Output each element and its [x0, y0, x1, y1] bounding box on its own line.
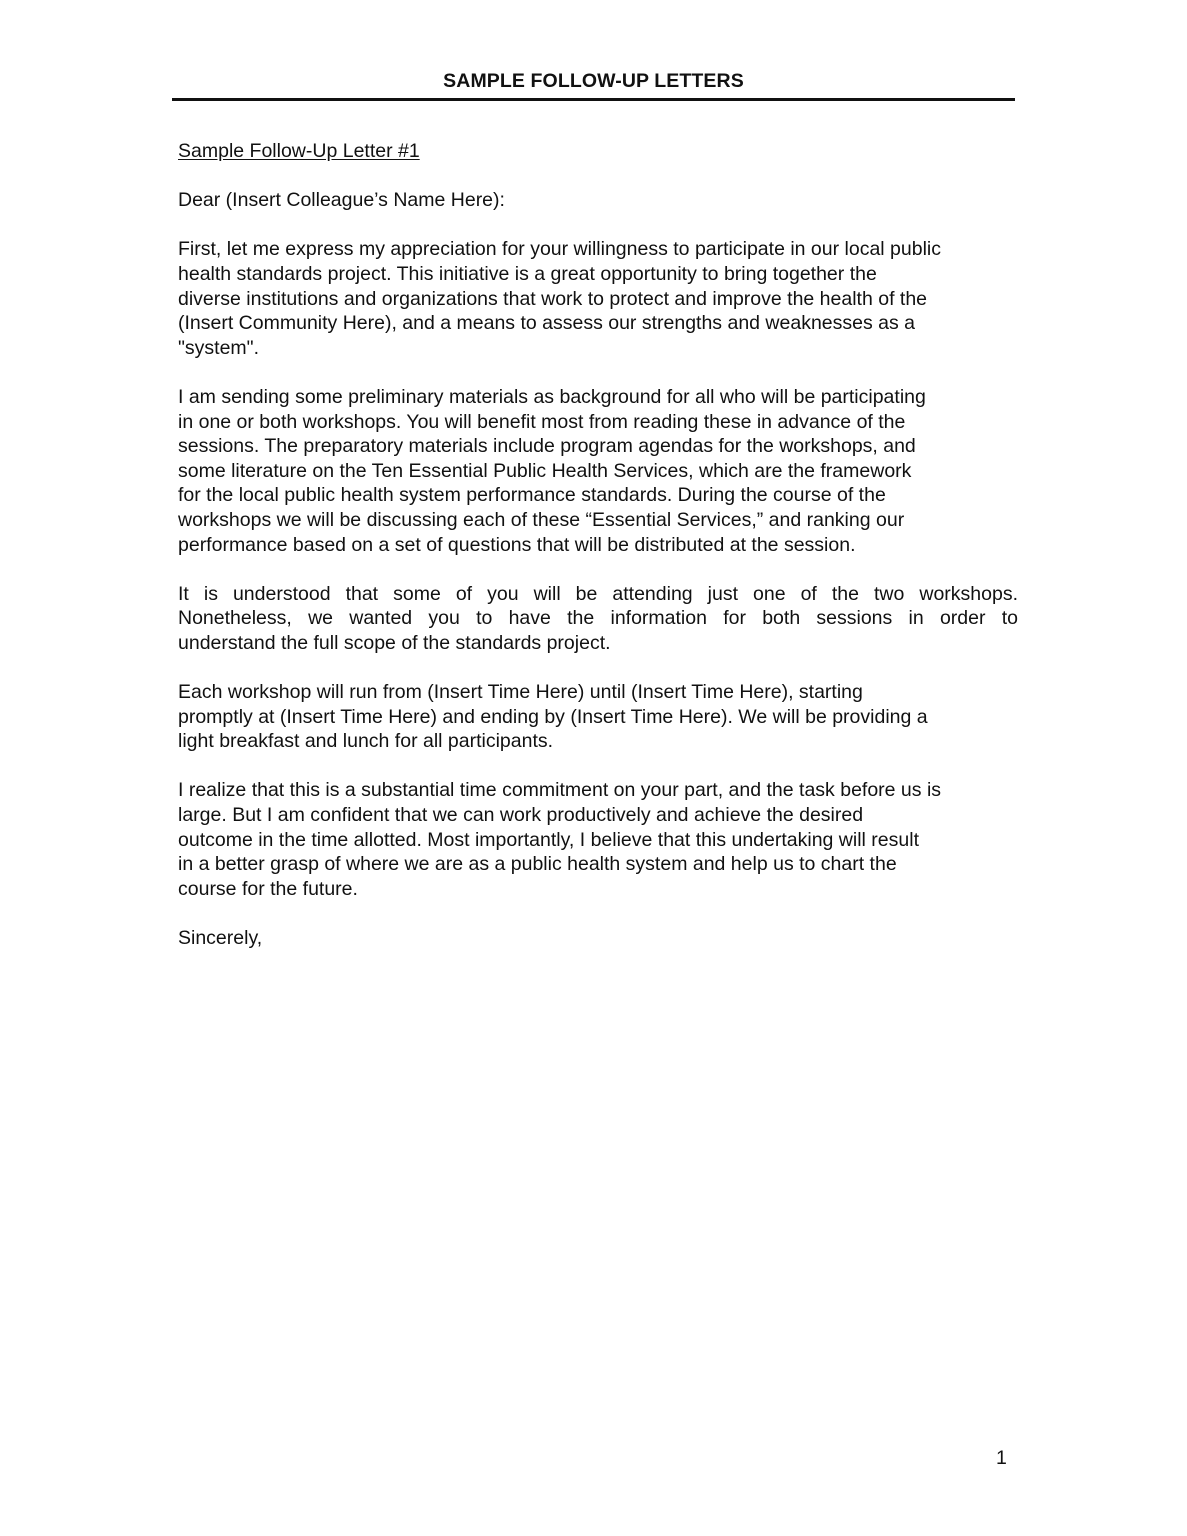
letter-heading: Sample Follow-Up Letter #1	[178, 140, 420, 162]
paragraph-line: "system".	[178, 336, 260, 359]
paragraph-materials	[178, 385, 1018, 557]
page-header	[172, 68, 1015, 101]
paragraph-line: First, let me express my appreciation for your willingness to participate in our local public	[178, 238, 941, 261]
paragraph-line: in one or both workshops. You will benefit most from reading these in advance of the	[178, 410, 906, 433]
paragraph-line: course for the future.	[178, 877, 358, 900]
paragraph-line: workshops we will be discussing each of these “Essential Services,” and ranking our	[178, 508, 905, 531]
paragraph-line: Nonetheless, we wanted you to have the information for both sessions in order to	[178, 607, 1018, 630]
paragraph-appreciation	[178, 237, 1018, 360]
paragraph-schedule	[178, 680, 1018, 754]
paragraph-line: outcome in the time allotted. Most importantly, I believe that this undertaking will result	[178, 828, 919, 851]
closing: Sincerely,	[178, 927, 263, 949]
paragraph-line: some literature on the Ten Essential Public Health Services, which are the framework	[178, 459, 912, 482]
paragraph-line: in a better grasp of where we are as a public health system and help us to chart the	[178, 853, 897, 876]
paragraph-commitment	[178, 778, 1018, 901]
page-number: 1	[996, 1447, 1007, 1469]
paragraph-line: It is understood that some of you will be attending just one of the two workshops.	[178, 582, 1018, 605]
paragraph-line: light breakfast and lunch for all participants.	[178, 730, 554, 753]
paragraph-line: promptly at (Insert Time Here) and ending by (Insert Time Here). We will be providing a	[178, 705, 928, 728]
paragraph-line: performance based on a set of questions that will be distributed at the session.	[178, 533, 856, 556]
paragraph-line: Each workshop will run from (Insert Time Here) until (Insert Time Here), starting	[178, 681, 863, 704]
paragraph-line: understand the full scope of the standards project.	[178, 631, 611, 654]
paragraph-line: large. But I am confident that we can work productively and achieve the desired	[178, 804, 864, 827]
page-title: SAMPLE FOLLOW-UP LETTERS	[443, 70, 744, 92]
paragraph-line: (Insert Community Here), and a means to assess our strengths and weaknesses as a	[178, 312, 916, 335]
paragraph-attendance	[178, 582, 1018, 656]
paragraph-line: I am sending some preliminary materials as background for all who will be participating	[178, 385, 926, 408]
paragraph-line: diverse institutions and organizations that work to protect and improve the health of the	[178, 287, 928, 310]
paragraph-line: I realize that this is a substantial time commitment on your part, and the task before us is	[178, 779, 942, 802]
paragraph-line: health standards project. This initiative is a great opportunity to bring together the	[178, 262, 877, 285]
letter-body	[178, 139, 1018, 951]
salutation: Dear (Insert Colleague’s Name Here):	[178, 189, 505, 212]
paragraph-line: for the local public health system performance standards. During the course of the	[178, 484, 886, 507]
paragraph-line: sessions. The preparatory materials include program agendas for the workshops, and	[178, 435, 916, 458]
